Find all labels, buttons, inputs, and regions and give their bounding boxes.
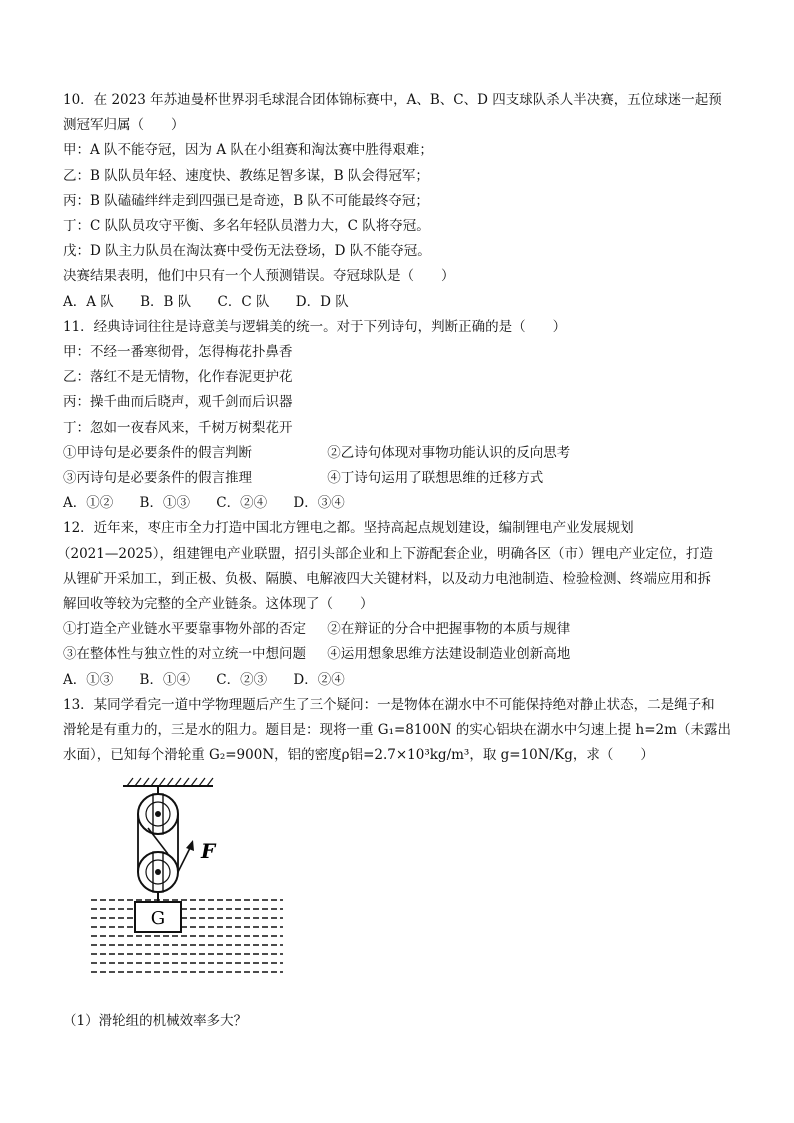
question-13 [63, 693, 743, 1035]
q12-choice-3: ③在整体性与独立性的对立统一中想问题 [63, 646, 306, 663]
q11-choice-2: ②乙诗句体现对事物功能认识的反向思考 [327, 444, 571, 461]
q11-option-b[interactable]: B．①③ [139, 495, 190, 512]
q11-option-a[interactable]: A．①② [63, 495, 114, 512]
q10-statement-bing: 丙：B 队磕磕绊绊走到四强已是奇迹，B 队不可能最终夺冠； [63, 192, 429, 209]
q12-choice-4: ④运用想象思维方法建设制造业创新高地 [327, 646, 571, 663]
q12-stem-line-4: 解回收等较为完整的全产业链条。这体现了（ ） [63, 596, 374, 613]
q11-option-d[interactable]: D．③④ [293, 495, 345, 512]
block-label: G [150, 908, 166, 930]
exam-page [57, 88, 743, 1035]
q11-choice-3: ③丙诗句是必要条件的假言推理 [63, 470, 252, 487]
q12-choices-row-2 [63, 642, 743, 667]
q11-choices-row-1 [63, 441, 743, 466]
q10-statement-ding: 丁：C 队队员攻守平衡、多名年轻队员潜力大，C 队将夺冠。 [63, 218, 430, 235]
q10-option-a[interactable]: A．A 队 [63, 293, 114, 310]
question-11 [63, 315, 743, 517]
question-12 [57, 516, 743, 692]
q12-choices-row-1 [63, 617, 743, 642]
q10-statement-jia: 甲：A 队不能夺冠，因为 A 队在小组赛和淘汰赛中胜得艰难； [63, 142, 433, 159]
q11-verse-bing: 丙：操千曲而后晓声，观千剑而后识器 [63, 394, 293, 411]
q13-stem-line-3: 水面），已知每个滑轮重 G₂=900N，铝的密度ρ铝=2.7×10³kg/m³，取 g=10N/Kg，求（ ） [63, 747, 654, 764]
q12-stem-line-3: 从锂矿开采加工，到正极、负极、隔膜、电解液四大关键材料，以及动力电池制造、检验检测、终端应用和拆 [63, 570, 711, 587]
q11-stem: 11．经典诗词往往是诗意美与逻辑美的统一。对于下列诗句，判断正确的是（ ） [63, 318, 567, 335]
pulley-figure [63, 772, 743, 1007]
q12-option-b[interactable]: B．①④ [139, 671, 190, 688]
q11-verse-yi: 乙：落红不是无情物，化作春泥更护花 [63, 369, 293, 386]
q11-verse-jia: 甲：不经一番寒彻骨，怎得梅花扑鼻香 [63, 344, 293, 361]
question-10 [63, 88, 743, 315]
q13-stem-line-1: 13．某同学看完一道中学物理题后产生了三个疑问：一是物体在湖水中不可能保持绝对静止状态，二是绳子和 [63, 696, 715, 713]
q12-choice-2: ②在辩证的分合中把握事物的本质与规律 [327, 621, 571, 638]
q12-option-c[interactable]: C．②③ [216, 671, 268, 688]
q13-stem-line-2: 滑轮是有重力的，三是水的阻力。题目是：现将一重 G₁=8100N 的实心铝块在湖水中匀速上提 h=2m（未露出 [63, 722, 731, 739]
q11-option-c[interactable]: C．②④ [216, 495, 268, 512]
q10-result: 决赛结果表明，他们中只有一个人预测错误。夺冠球队是（ ） [63, 268, 455, 285]
q12-stem-line-2: （2021—2025），组建锂电产业联盟，招引头部企业和上下游配套企业，明确各区（市）锂电产业定位，打造 [57, 545, 713, 562]
q10-option-d[interactable]: D．D 队 [295, 293, 349, 310]
q12-option-a[interactable]: A．①③ [63, 671, 114, 688]
q10-option-b[interactable]: B．B 队 [140, 293, 192, 310]
q10-statement-yi: 乙：B 队队员年轻、速度快、教练足智多谋，B 队会得冠军； [63, 167, 429, 184]
q12-option-d[interactable]: D．②④ [293, 671, 345, 688]
pulley-diagram [83, 772, 303, 1007]
q11-choice-4: ④丁诗句运用了联想思维的迁移方式 [327, 470, 544, 487]
q12-choice-1: ①打造全产业链水平要靠事物外部的否定 [63, 621, 306, 638]
q10-stem-line-1: 10．在 2023 年苏迪曼杯世界羽毛球混合团体锦标赛中，A、B、C、D 四支球队杀人半决赛，五位球迷一起预 [63, 92, 722, 108]
q11-choice-1: ①甲诗句是必要条件的假言判断 [63, 444, 252, 461]
q13-subquestion-1: （1）滑轮组的机械效率多大？ [63, 1013, 248, 1030]
force-label: F [201, 839, 216, 864]
q11-choices-row-2 [63, 466, 743, 491]
q10-option-c[interactable]: C．C 队 [217, 293, 270, 310]
q11-verse-ding: 丁：忽如一夜春风来，千树万树梨花开 [63, 419, 293, 436]
q10-statement-wu: 戊：D 队主力队员在淘汰赛中受伤无法登场，D 队不能夺冠。 [63, 243, 431, 260]
q11-options [63, 491, 743, 516]
q12-options [63, 668, 743, 693]
q12-stem-line-1: 12．近年来，枣庄市全力打造中国北方锂电之都。坚持高起点规划建设，编制锂电产业发展规划 [63, 520, 634, 537]
q10-options [63, 290, 743, 315]
q10-stem-line-2: 测冠军归属（ ） [63, 117, 185, 134]
